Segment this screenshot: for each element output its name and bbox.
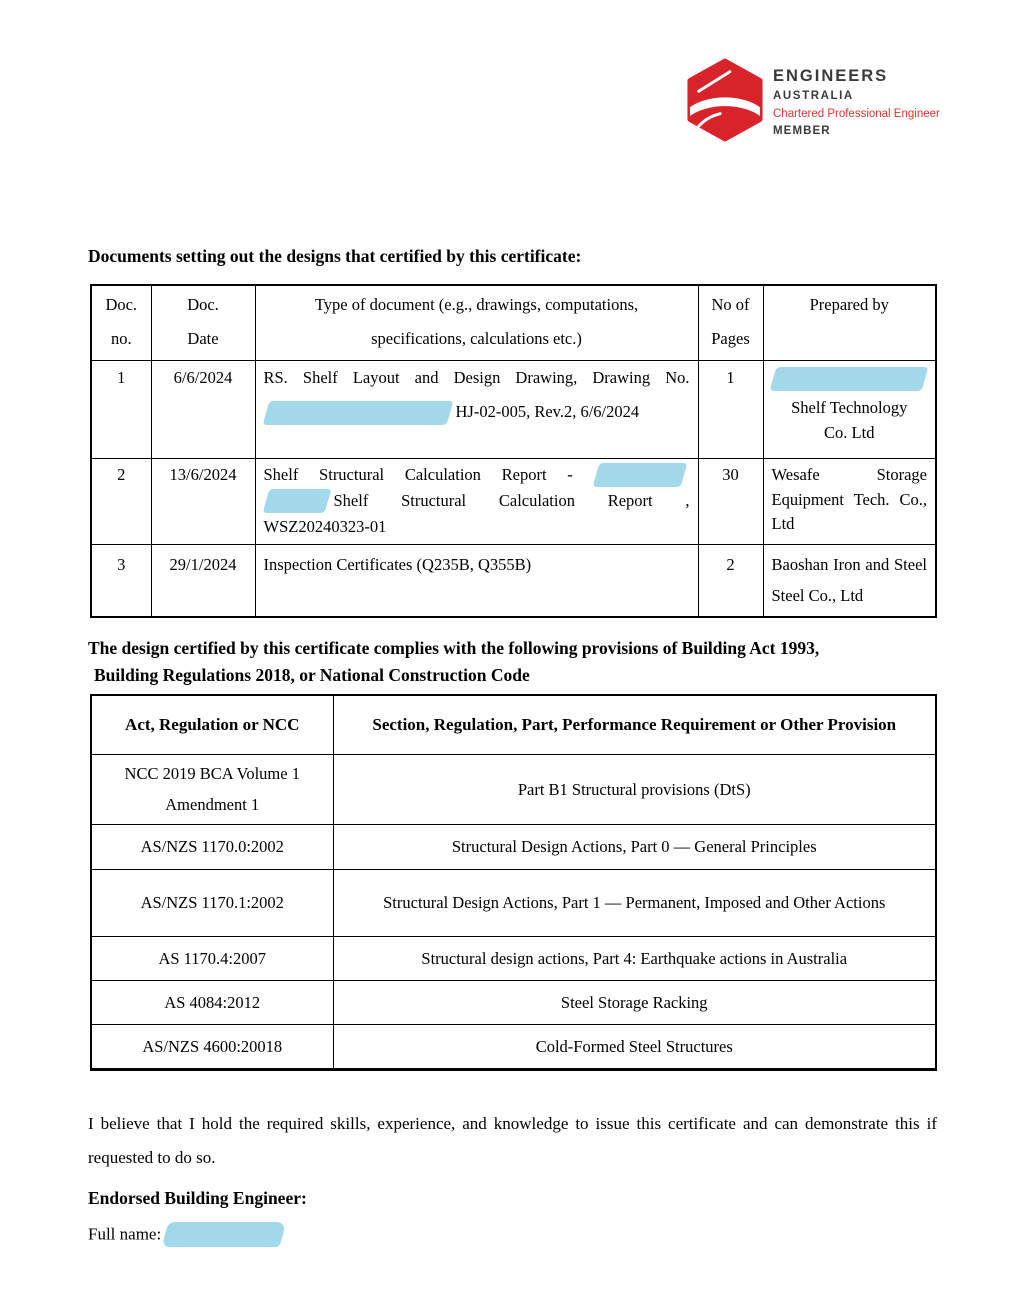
logo-member: MEMBER xyxy=(773,125,831,138)
logo-org-country: AUSTRALIA xyxy=(773,89,854,102)
prepared-by-cell: Baoshan Iron and Steel Steel Co., Ltd xyxy=(763,544,936,616)
doc-type-line2 xyxy=(264,399,690,426)
col-header-pages xyxy=(698,285,763,360)
doc-date-cell: 6/6/2024 xyxy=(151,360,255,458)
doc-no-cell: 1 xyxy=(91,360,151,458)
col-header-act: Act, Regulation or NCC xyxy=(91,695,333,755)
compliance-table xyxy=(90,694,937,1072)
doc-date-cell: 13/6/2024 xyxy=(151,458,255,544)
table-row xyxy=(91,825,936,870)
doc-type-line2 xyxy=(264,489,690,515)
act-cell: AS 4084:2012 xyxy=(91,981,333,1025)
table-row xyxy=(91,1025,936,1070)
pages-cell: 1 xyxy=(698,360,763,458)
table-row xyxy=(91,360,936,458)
act-cell: AS 1170.4:2007 xyxy=(91,937,333,981)
col-header-type-line1: Type of document (e.g., drawings, computations, xyxy=(314,295,639,315)
logo-org-name: ENGINEERS xyxy=(773,67,889,85)
pages-cell: 2 xyxy=(698,544,763,616)
engineers-australia-hexagon-icon xyxy=(686,58,764,142)
doc-no-cell: 3 xyxy=(91,544,151,616)
table-row xyxy=(91,870,936,937)
pages-cell: 30 xyxy=(698,458,763,544)
doc-type-line1 xyxy=(264,463,690,489)
col-header-doc-date-line2: Date xyxy=(187,328,219,348)
engineers-australia-logo xyxy=(686,58,940,142)
doc-type-cell xyxy=(255,360,698,458)
prepared-by-line2: Shelf Technology xyxy=(791,397,908,417)
act-cell: AS/NZS 4600:20018 xyxy=(91,1025,333,1070)
compliance-table-header-row xyxy=(91,695,936,755)
col-header-doc-no-line1: Doc. xyxy=(105,295,138,315)
documents-heading: Documents setting out the designs that certified by this certificate: xyxy=(88,246,582,266)
doc-type-line2-text: Shelf Structural Calculation Report , xyxy=(333,490,690,510)
provision-cell: Cold-Formed Steel Structures xyxy=(333,1025,936,1070)
provision-cell: Structural Design Actions, Part 0 — General Principles xyxy=(333,825,936,870)
logo-text-block xyxy=(773,58,940,142)
redaction-mark xyxy=(770,367,929,391)
col-header-provision: Section, Regulation, Part, Performance Requirement or Other Provision xyxy=(333,695,936,755)
doc-type-cell: Inspection Certificates (Q235B, Q355B) xyxy=(255,544,698,616)
prepared-by-line3: Co. Ltd xyxy=(824,423,875,443)
table-row xyxy=(91,544,936,616)
table-row xyxy=(91,755,936,825)
act-cell: AS/NZS 1170.1:2002 xyxy=(91,870,333,937)
documents-table-header-row xyxy=(91,285,936,360)
compliance-heading-line2: Building Regulations 2018, or National Construction Code xyxy=(94,664,530,685)
endorsed-engineer-heading: Endorsed Building Engineer: xyxy=(88,1187,307,1208)
col-header-prepared-by: Prepared by xyxy=(763,285,936,360)
doc-type-line2-text: HJ-02-005, Rev.2, 6/6/2024 xyxy=(455,402,640,422)
provision-cell: Part B1 Structural provisions (DtS) xyxy=(333,755,936,825)
doc-date-cell: 29/1/2024 xyxy=(151,544,255,616)
col-header-type-line2: specifications, calculations etc.) xyxy=(371,328,582,348)
doc-type-line1-text: Shelf Structural Calculation Report - xyxy=(263,464,573,484)
provision-cell: Steel Storage Racking xyxy=(333,981,936,1025)
doc-type-line3: WSZ20240323-01 xyxy=(263,517,387,537)
document-body xyxy=(88,243,937,1249)
table-row xyxy=(91,981,936,1025)
compliance-heading xyxy=(88,635,937,689)
col-header-type xyxy=(255,285,698,360)
redaction-mark xyxy=(262,489,331,513)
redaction-mark xyxy=(592,463,687,487)
col-header-doc-no xyxy=(91,285,151,360)
col-header-pages-line2: Pages xyxy=(711,328,750,348)
redaction-mark xyxy=(262,401,453,425)
doc-type-line1: RS. Shelf Layout and Design Drawing, Drawing No. xyxy=(263,367,690,387)
logo-credential: Chartered Professional Engineer xyxy=(773,107,940,120)
col-header-doc-date-line1: Doc. xyxy=(187,295,219,315)
compliance-heading-line1: The design certified by this certificate complies with the following provisions of Building Act 1993, xyxy=(88,637,820,658)
full-name-line xyxy=(88,1222,937,1249)
prepared-by-cell: Wesafe Storage Equipment Tech. Co., Ltd xyxy=(763,458,936,544)
belief-statement: I believe that I hold the required skills, experience, and knowledge to issue this certificate and can demonstrate this if requested to do so. xyxy=(88,1114,937,1167)
redaction-mark xyxy=(162,1222,287,1247)
act-cell: NCC 2019 BCA Volume 1 Amendment 1 xyxy=(91,755,333,825)
prepared-by-cell xyxy=(763,360,936,458)
full-name-label: Full name: xyxy=(88,1224,162,1244)
provision-cell: Structural design actions, Part 4: Earthquake actions in Australia xyxy=(333,937,936,981)
provision-cell: Structural Design Actions, Part 1 — Permanent, Imposed and Other Actions xyxy=(333,870,936,937)
col-header-pages-line1: No of xyxy=(711,295,750,315)
act-cell: AS/NZS 1170.0:2002 xyxy=(91,825,333,870)
documents-table xyxy=(90,284,937,618)
col-header-doc-no-line2: no. xyxy=(110,328,132,348)
doc-no-cell: 2 xyxy=(91,458,151,544)
doc-type-cell xyxy=(255,458,698,544)
table-row xyxy=(91,937,936,981)
col-header-doc-date xyxy=(151,285,255,360)
table-row xyxy=(91,458,936,544)
